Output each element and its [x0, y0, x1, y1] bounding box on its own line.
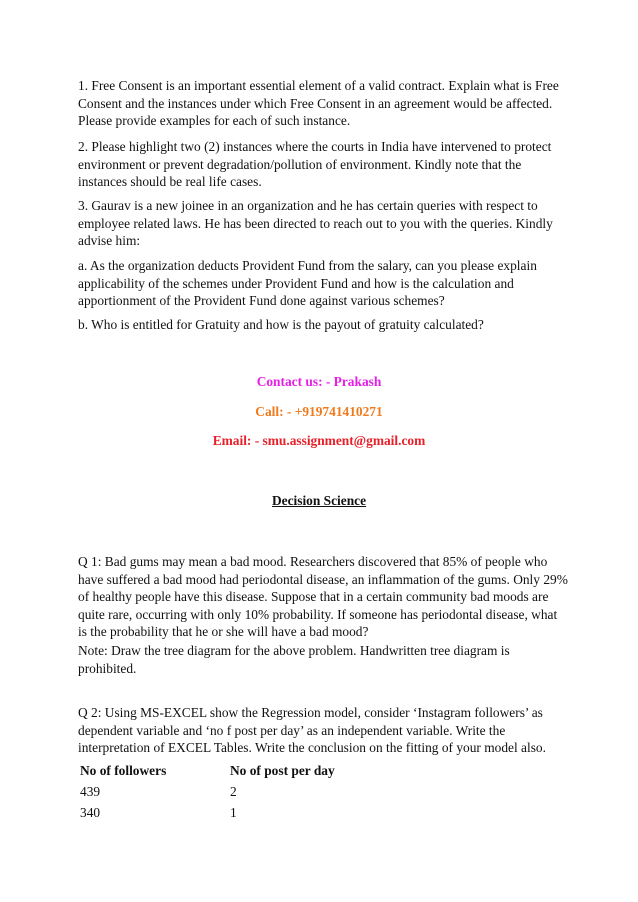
decision-note: Note: Draw the tree diagram for the above problem. Handwritten tree diagram is prohibited. [78, 643, 510, 676]
question-3a: a. As the organization deducts Provident Fund from the salary, can you please explain applicability of the schemes under Provident Fund and how is the calculation and apportionment of the Provident Fund done against various schemes? [78, 258, 537, 308]
decision-question-2: Q 2: Using MS-EXCEL show the Regression model, consider ‘Instagram followers’ as dependent variable and ‘no f post per day’ as an independent variable. Write the interpretation of EXCEL Tables. Write the conclusion on the fitting of your model also. [78, 705, 546, 755]
table-row [78, 784, 378, 805]
question-3: 3. Gaurav is a new joinee in an organization and he has certain queries with respect to employee related laws. He has been directed to reach out to you with the queries. Kindly advise him: [78, 198, 553, 248]
cell-followers: 439 [80, 784, 101, 799]
cell-posts: 1 [230, 805, 237, 820]
contact-phone: Call: - +919741410271 [255, 404, 383, 419]
header-followers: No of followers [80, 763, 167, 778]
question-3b: b. Who is entitled for Gratuity and how is the payout of gratuity calculated? [78, 317, 484, 332]
table-row [78, 805, 378, 826]
decision-question-1: Q 1: Bad gums may mean a bad mood. Researchers discovered that 85% of people who have suffered a bad mood had periodontal disease, an inflammation of the gums. Only 29% of healthy people have this disease. Suppose that in a certain community bad moods are quite rare, occurring with only 10% probability. If someone has periodontal disease, what is the probability that he or she will have a bad mood? [78, 554, 568, 639]
contact-email: Email: - smu.assignment@gmail.com [212, 433, 426, 448]
question-1: 1. Free Consent is an important essential element of a valid contract. Explain what is Free Consent and the instances under which Free Consent in an agreement would be affected. Please provide examples for each of such instance. [78, 78, 559, 128]
data-table [78, 763, 378, 826]
cell-followers: 340 [80, 805, 101, 820]
header-posts: No of post per day [230, 763, 335, 778]
table-header-row [78, 763, 378, 784]
cell-posts: 2 [230, 784, 237, 799]
question-2: 2. Please highlight two (2) instances where the courts in India have intervened to protect environment or prevent degradation/pollution of environment. Kindly note that the instances should be real life cases. [78, 139, 552, 189]
section-title: Decision Science [271, 493, 367, 508]
contact-name: Contact us: - Prakash [256, 374, 382, 389]
